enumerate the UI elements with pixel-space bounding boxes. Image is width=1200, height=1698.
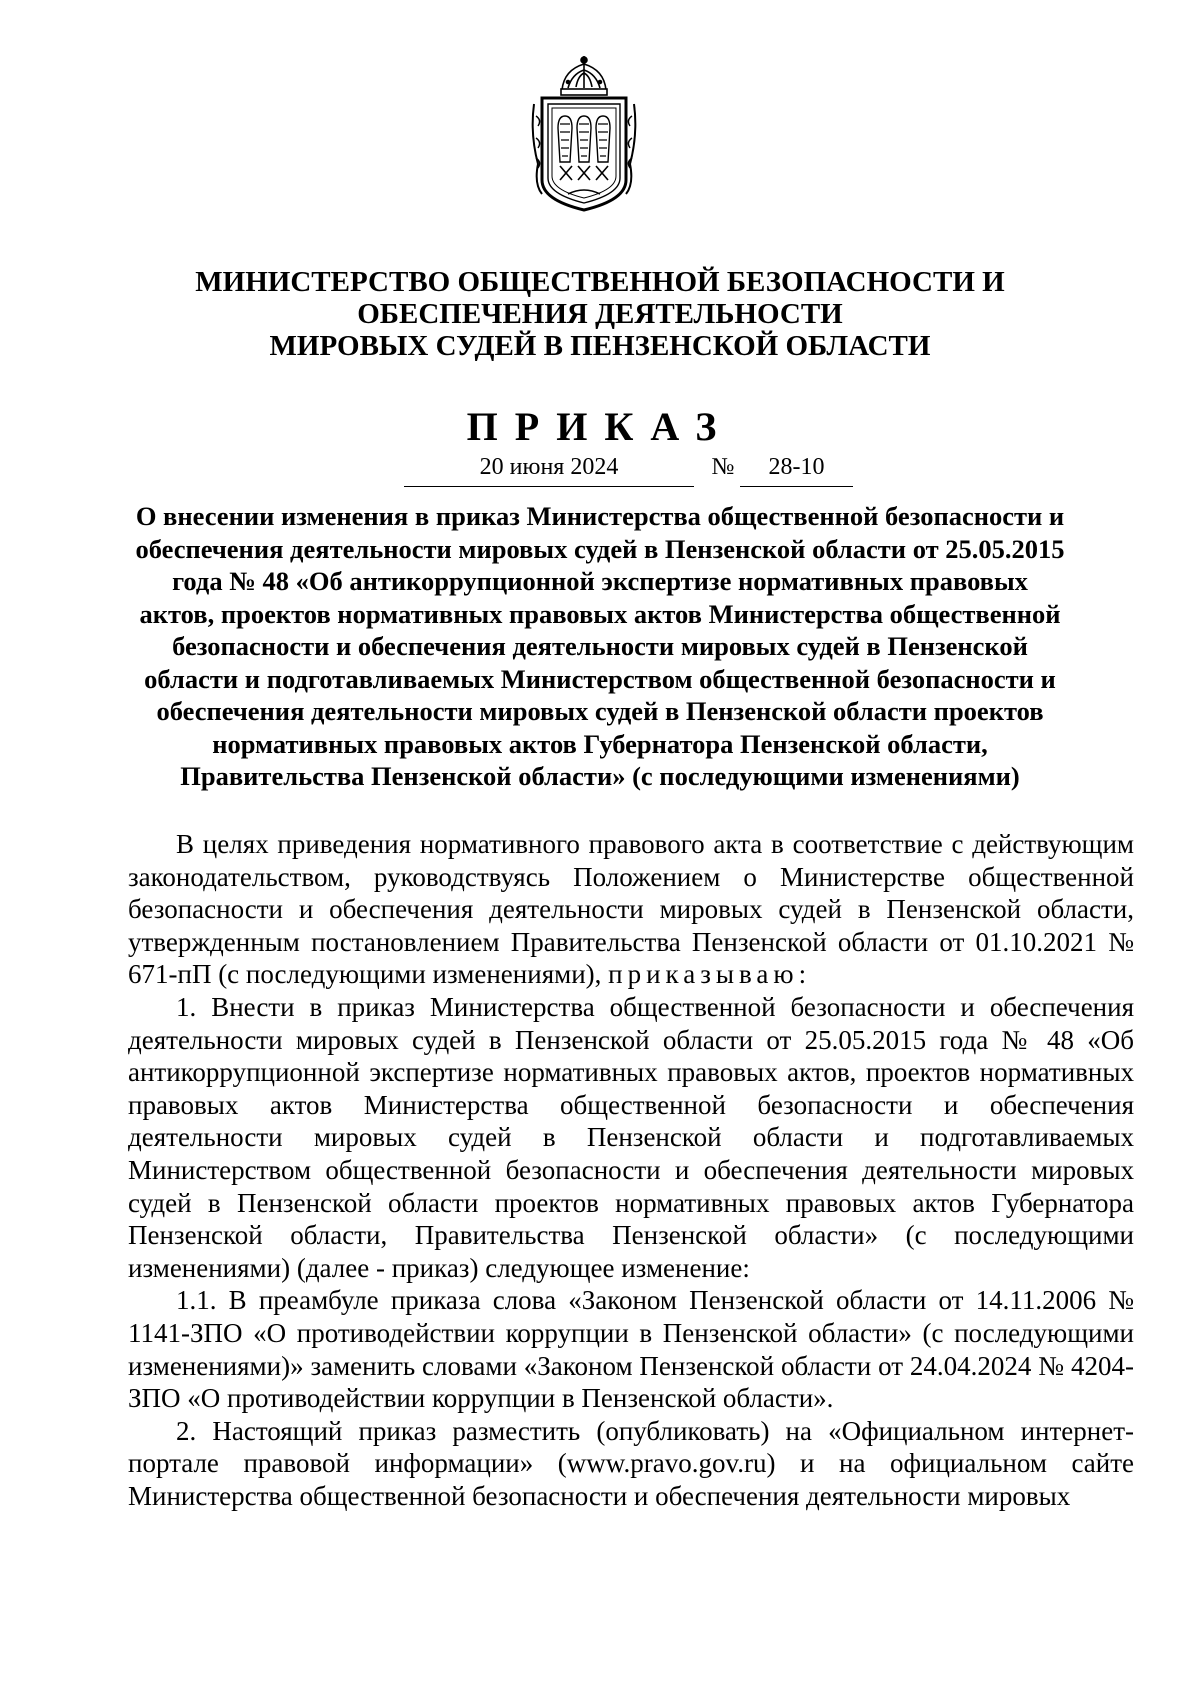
order-subject-line: Правительства Пензенской области» (с последующими изменениями) <box>180 761 1020 791</box>
order-subject-line: обеспечения деятельности мировых судей в Пензенской области проектов <box>156 696 1044 726</box>
preamble-paragraph <box>128 828 1134 991</box>
order-subject-line: О внесении изменения в приказ Министерства общественной безопасности и <box>135 501 1065 531</box>
order-subject-line: обеспечения деятельности мировых судей в Пензенской области от 25.05.2015 <box>135 533 1065 564</box>
item-1-1-paragraph: 1.1. В преамбуле приказа слова «Законом Пензенской области от 14.11.2006 № 1141-ЗПО «О противодействии коррупции в Пензенской области» (с последующими изменениями)» заменить словами «Законом Пензенской области от 24.04.2024 № 4204-ЗПО «О противодействии коррупции в Пензенской области». <box>128 1285 1134 1414</box>
ministry-name-line: ОБЕСПЕЧЕНИЯ ДЕЯТЕЛЬНОСТИ <box>357 298 843 330</box>
ministry-name-line: МИРОВЫХ СУДЕЙ В ПЕНЗЕНСКОЙ ОБЛАСТИ <box>269 330 931 362</box>
document-type-title: ПРИКАЗ <box>466 404 734 449</box>
order-word: приказываю: <box>608 959 812 990</box>
order-subject-line: области и подготавливаемых Министерством общественной безопасности и <box>144 663 1056 694</box>
order-subject-line: нормативных правовых актов Губернатора Пензенской области, <box>212 728 988 759</box>
order-subject-line: актов, проектов нормативных правовых актов Министерства общественной <box>139 598 1061 629</box>
order-body <box>128 828 1134 1512</box>
item-1-paragraph: 1. Внести в приказ Министерства общественной безопасности и обеспечения деятельности мировых судей в Пензенской области от 25.05.2015 года № 48 «Об антикоррупционной экспертизе нормативных правовых актов, проектов нормативных правовых актов Министерства общественной безопасности и обеспечения деятельности мировых судей в Пензенской области и подготавливаемых Министерством общественной безопасности и обеспечения деятельности мировых судей в Пензенской области проектов нормативных правовых актов Губернатора Пензенской области, Правительства Пензенской области» (с последующими изменениями) (далее - приказ) следующее изменение: <box>128 991 1134 1283</box>
order-number-sign: № <box>711 454 735 480</box>
order-subject-line: безопасности и обеспечения деятельности мировых судей в Пензенской <box>172 631 1028 661</box>
item-2-paragraph: 2. Настоящий приказ разместить (опубликовать) на «Официальном интернет-портале правовой информации» (www.pravo.gov.ru) и на официальном сайте Министерства общественной безопасности и обеспечения деятельности мировых <box>128 1415 1134 1511</box>
order-subject <box>110 500 1090 793</box>
ministry-name-line: МИНИСТЕРСТВО ОБЩЕСТВЕННОЙ БЕЗОПАСНОСТИ И <box>195 266 1005 298</box>
ministry-name <box>140 266 1060 362</box>
preamble-text: В целях приведения нормативного правового акта в соответствие с действующим законодательством, руководствуясь Положением о Министерстве общественной безопасности и обеспечения деятельности мировых судей в Пензенской области, утвержденным постановлением Правительства Пензенской области от 01.10.2021 № 671-пП (с последующими изменениями), <box>128 829 1134 990</box>
order-number: 28-10 <box>740 452 853 487</box>
order-subject-line: года № 48 «Об антикоррупционной экспертизе нормативных правовых <box>172 566 1028 596</box>
penza-region-coat-of-arms-icon <box>528 54 640 212</box>
order-date: 20 июня 2024 <box>404 452 694 487</box>
